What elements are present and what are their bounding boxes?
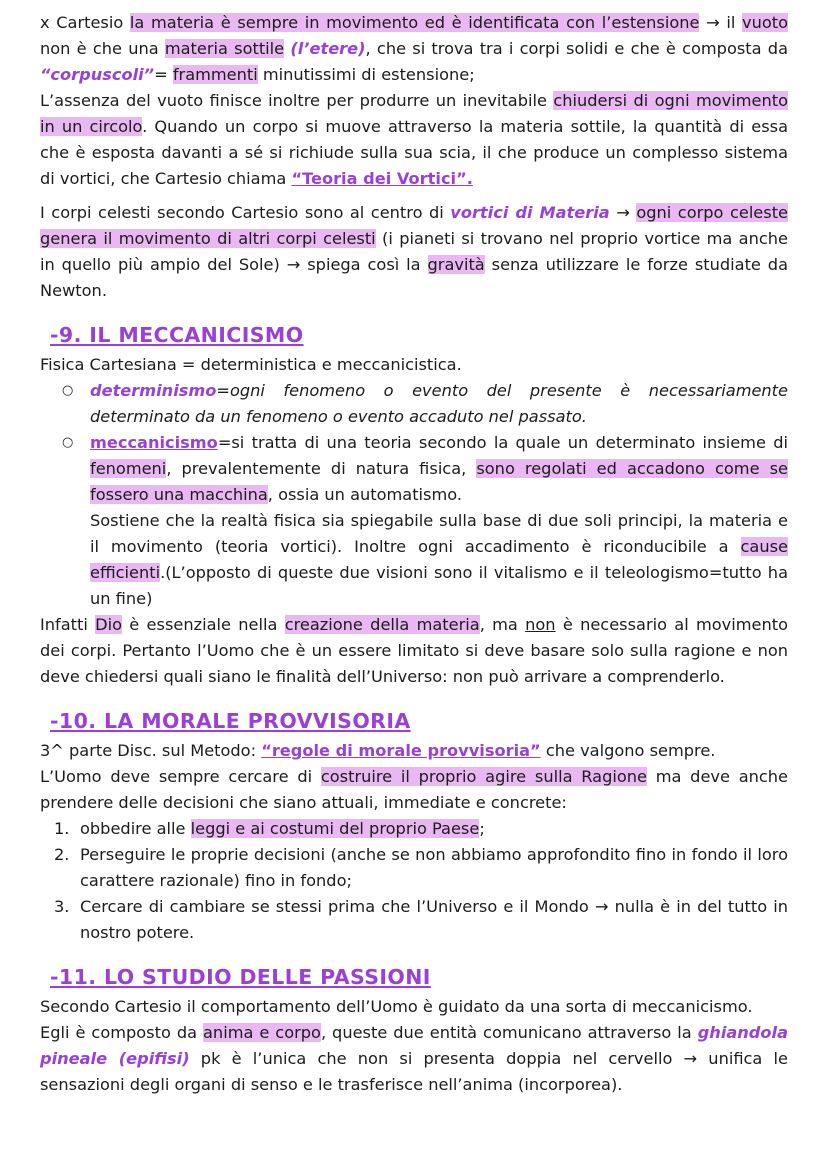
accent-link: “Teoria dei Vortici”. — [291, 169, 473, 188]
paragraph-uomo-ragione — [40, 764, 788, 816]
list-item — [40, 430, 788, 612]
bullet-circle-icon: ○ — [62, 435, 74, 450]
text: → il — [699, 13, 742, 32]
paragraph-discorso-metodo — [40, 738, 788, 764]
text: minutissimi di estensione; — [257, 65, 475, 84]
text: . Quando un corpo si muove attraverso la materia sottile, la quantità di essa che è esposta davanti a sé si richiude sulla sua scia, il che produce un complesso sistema di vortici, che Cartesio chiama — [40, 117, 788, 188]
text: L’Uomo deve sempre cercare di — [40, 767, 321, 786]
highlighted-text: cause efficienti — [90, 537, 788, 582]
highlighted-text: chiudersi di ogni movimento in un circolo — [40, 91, 788, 136]
text: Infatti — [40, 615, 96, 634]
text: , ma — [479, 615, 526, 634]
text: ; — [479, 819, 485, 838]
accent-term: ghiandola pineale (epifisi) — [40, 1023, 788, 1068]
text: , prevalentemente di natura fisica, — [166, 459, 477, 478]
section-title-meccanicismo: -9. IL MECCANICISMO — [50, 323, 304, 347]
highlighted-text: costruire il proprio agire sulla Ragione — [320, 767, 647, 786]
text: .(L’opposto di queste due visioni sono il vitalismo e il teleologismo=tutto ha un fine) — [90, 563, 788, 608]
accent-term: “corpuscoli” — [40, 65, 155, 84]
text: , queste due entità comunicano attraverso la — [320, 1023, 698, 1042]
text: , ossia un automatismo. — [267, 485, 463, 504]
text: 3^ parte Disc. sul Metodo: — [40, 741, 262, 760]
text: senza utilizzare le forze studiate da Newton. — [40, 255, 788, 300]
paragraph-comportamento: Secondo Cartesio il comportamento dell’Uomo è guidato da una sorta di meccanicismo. — [40, 997, 753, 1016]
list-number: 3. — [54, 897, 70, 916]
highlighted-text: fenomeni — [90, 459, 167, 478]
text: pk è l’unica che non si presenta doppia nel cervello → unifica le sensazioni degli organi di senso e le trasferisce nell’anima (incorporea). — [40, 1049, 788, 1094]
list-item — [40, 894, 788, 946]
paragraph-fisica-cartesiana: Fisica Cartesiana = deterministica e meccanicistica. — [40, 355, 462, 374]
text: =si tratta di una teoria secondo la quale un determinato insieme di — [217, 433, 788, 452]
highlighted-text: materia sottile — [164, 39, 285, 58]
highlighted-text: la materia è sempre in movimento ed è identificata con l’estensione — [129, 13, 700, 32]
paragraph-corpi-celesti — [40, 200, 788, 304]
highlighted-text: creazione della materia — [284, 615, 480, 634]
text: Cercare di cambiare se stessi prima che l’Universo e il Mondo → nulla è in del tutto in nostro potere. — [80, 897, 788, 942]
accent-term: (l’etere) — [290, 39, 366, 58]
bullet-circle-icon: ○ — [62, 383, 74, 398]
text: (i pianeti si trovano nel proprio vortice ma anche in quello più ampio del Sole) → spiega così la — [40, 229, 788, 274]
list-number: 1. — [54, 819, 70, 838]
accent-term: vortici di Materia — [450, 203, 610, 222]
highlighted-text: anima e corpo — [203, 1023, 321, 1042]
paragraph-anima-corpo — [40, 1020, 788, 1098]
highlighted-text: sono regolati ed accadono come se fossero una macchina — [90, 459, 788, 504]
text: → — [609, 203, 637, 222]
highlighted-text: gravità — [427, 255, 485, 274]
text: Sostiene che la realtà fisica sia spiegabile sulla base di due soli principi, la materia e il movimento (teoria vortici). Inoltre ogni accadimento è riconducibile a — [90, 511, 788, 556]
text: ma deve anche prendere delle decisioni che siano attuali, immediate e concrete: — [40, 767, 788, 812]
paragraph-materia — [40, 10, 788, 88]
text: è necessario al movimento dei corpi. Pertanto l’Uomo che è un essere limitato si deve basare solo sulla ragione e non deve chiedersi quali siano le finalità dell’Universo: non può arrivare a comprenderlo. — [40, 615, 788, 686]
paragraph-vortici — [40, 88, 788, 192]
text: =ogni fenomeno o evento del presente è necessariamente determinato da un fenomeno o evento accaduto nel passato. — [90, 381, 788, 426]
highlighted-text: ogni corpo celeste genera il movimento di altri corpi celesti — [40, 203, 789, 248]
bullet-list — [40, 378, 788, 612]
text: , che si trova tra i corpi solidi e che è composta da — [365, 39, 788, 58]
text: = — [154, 65, 173, 84]
text: Perseguire le proprie decisioni (anche se non abbiamo approfondito fino in fondo il loro carattere razionale) fino in fondo; — [80, 845, 788, 890]
list-item — [40, 378, 788, 430]
text: Egli è composto da — [40, 1023, 204, 1042]
list-number: 2. — [54, 845, 70, 864]
list-item — [40, 842, 788, 894]
text: x Cartesio — [40, 13, 130, 32]
text: è essenziale nella — [122, 615, 285, 634]
list-item — [40, 816, 788, 842]
text: non è che una — [40, 39, 165, 58]
numbered-list — [40, 816, 788, 946]
text: che valgono sempre. — [540, 741, 716, 760]
text: I corpi celesti secondo Cartesio sono al centro di — [40, 203, 451, 222]
text: obbedire alle — [80, 819, 191, 838]
underlined-text: non — [525, 615, 556, 634]
highlighted-text: frammenti — [172, 65, 258, 84]
accent-link: “regole di morale provvisoria” — [261, 741, 541, 760]
text: L’assenza del vuoto finisce inoltre per produrre un inevitabile — [40, 91, 554, 110]
accent-link: meccanicismo — [90, 433, 218, 452]
section-title-morale-provvisoria: -10. LA MORALE PROVVISORIA — [50, 709, 411, 733]
highlighted-text: leggi e ai costumi del proprio Paese — [190, 819, 480, 838]
accent-term: determinismo — [90, 381, 217, 400]
section-title-studio-passioni: -11. LO STUDIO DELLE PASSIONI — [50, 965, 431, 989]
highlighted-text: Dio — [95, 615, 123, 634]
highlighted-text: vuoto — [742, 13, 788, 32]
paragraph-dio — [40, 612, 788, 690]
